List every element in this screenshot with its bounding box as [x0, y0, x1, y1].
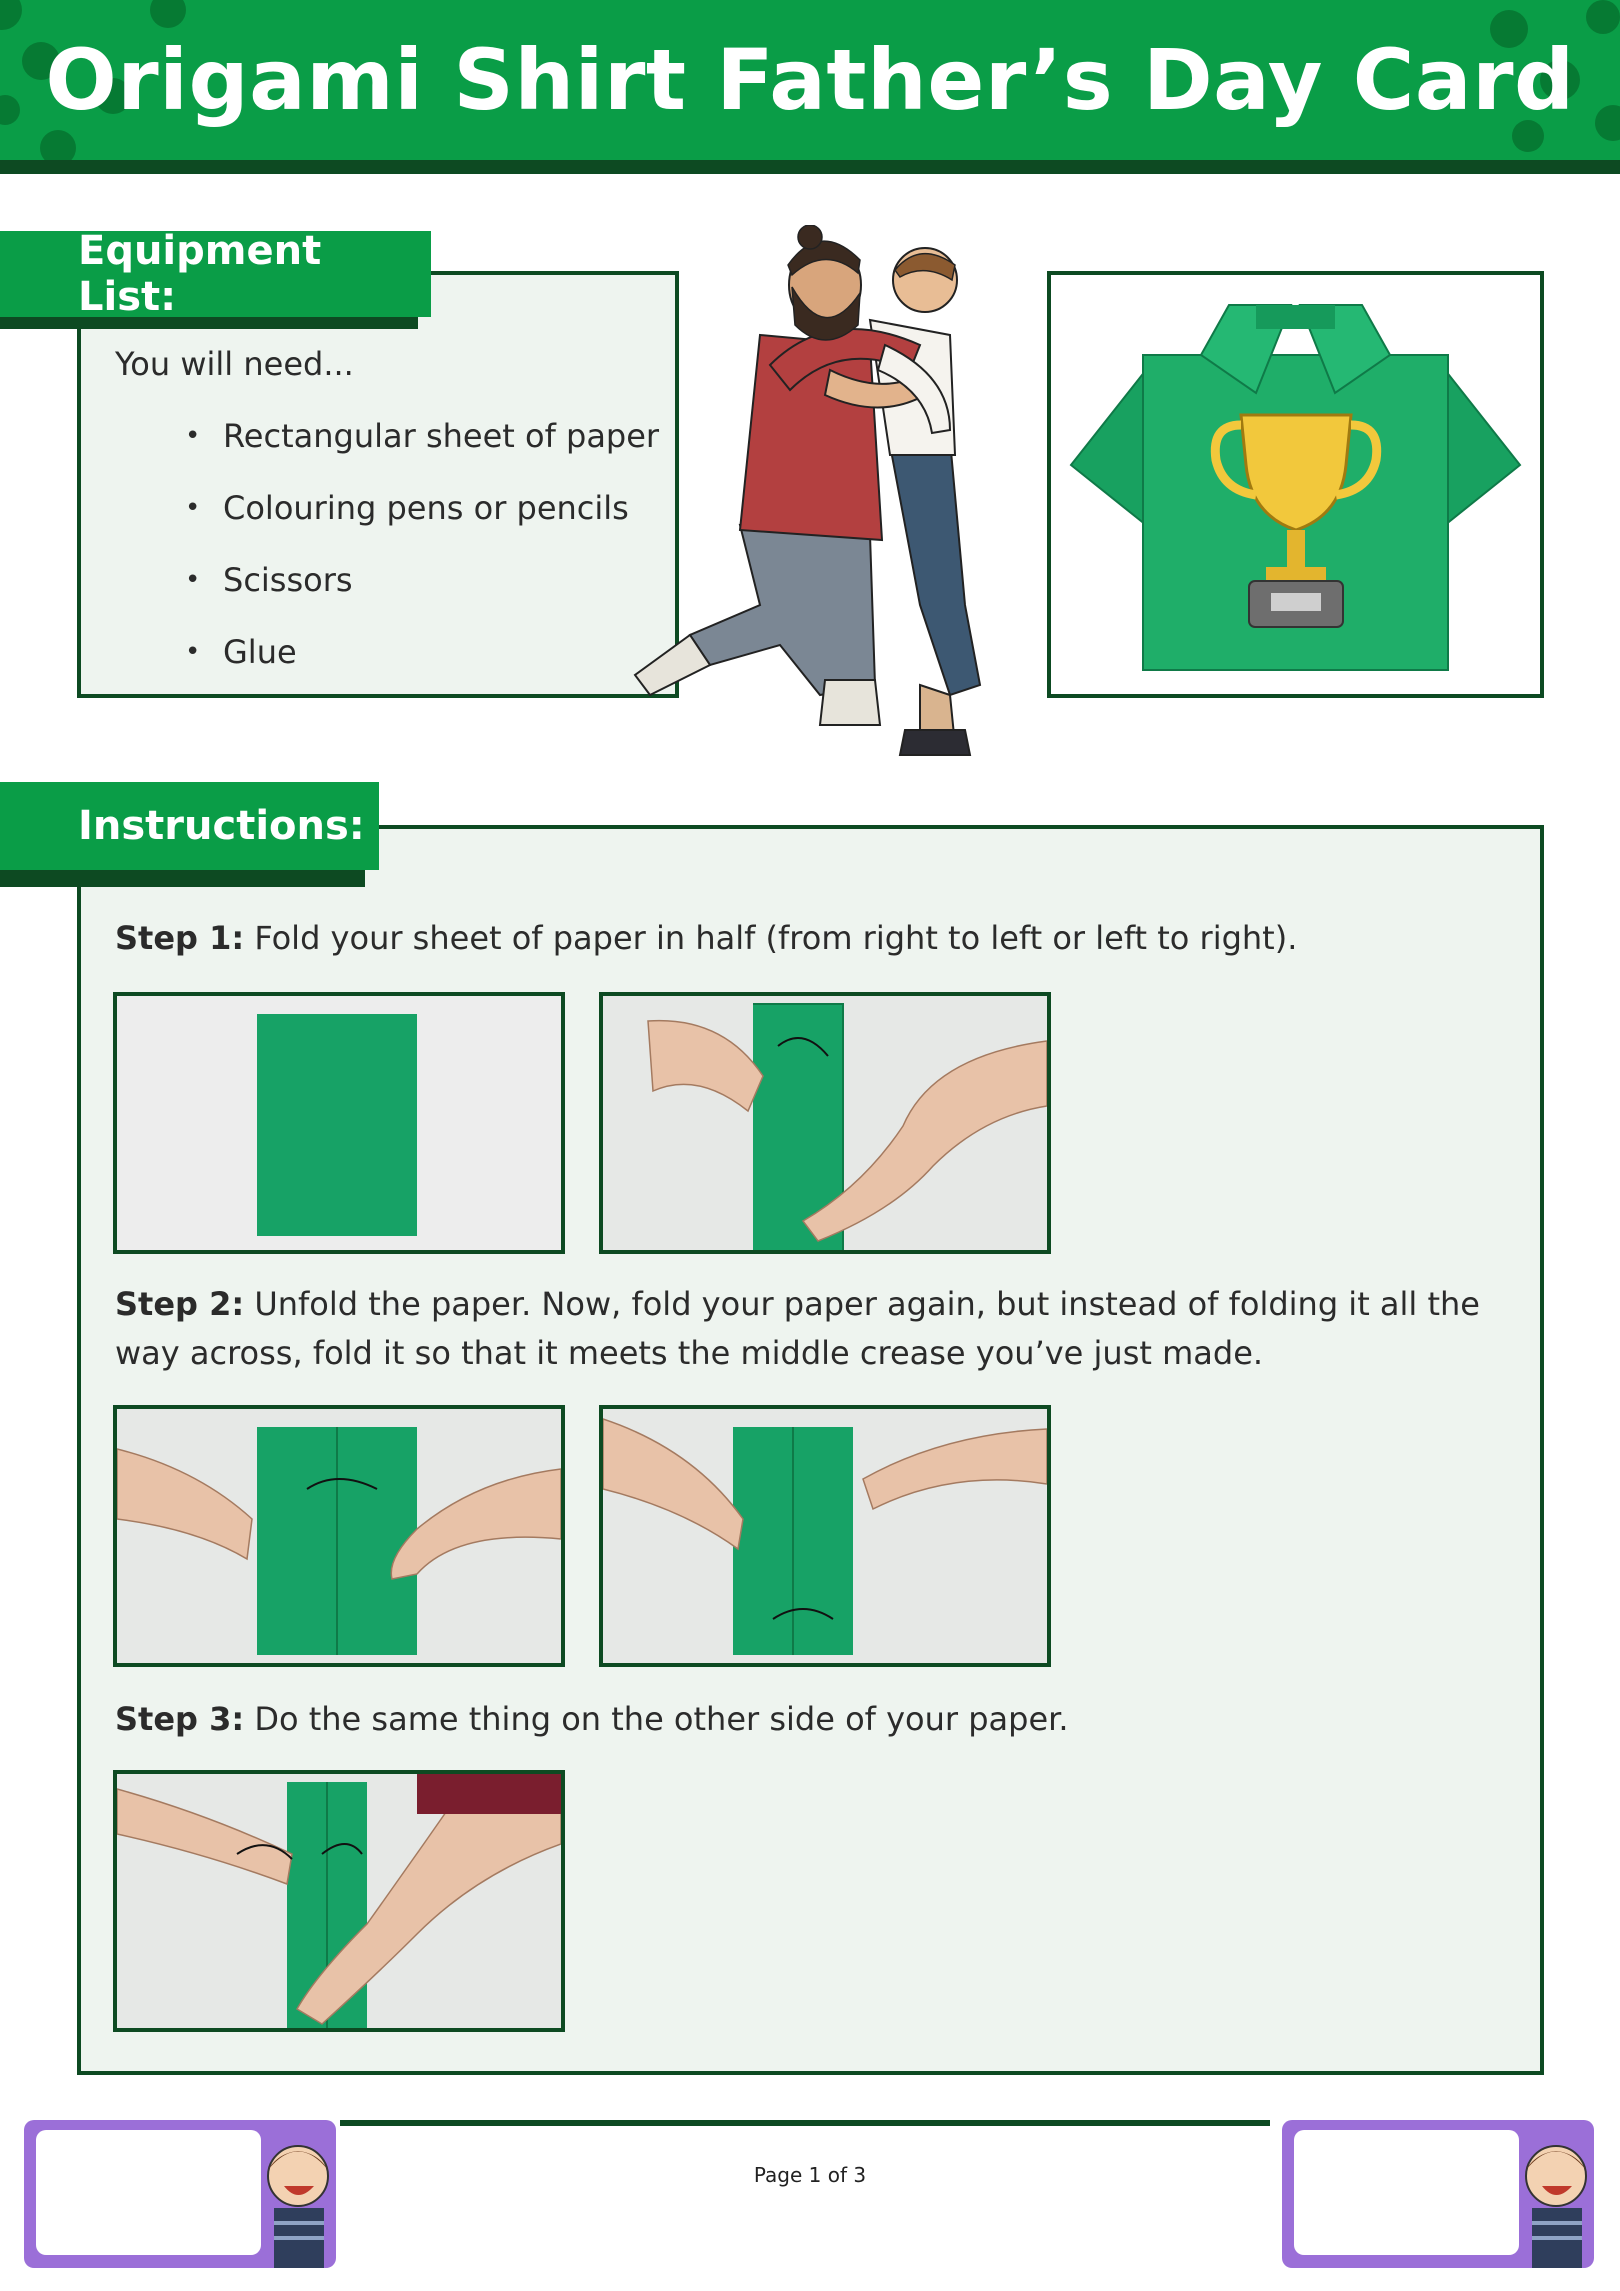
step-2-photo-b [599, 1405, 1051, 1667]
trophy-shirt-image [1051, 275, 1540, 694]
page-title: Origami Shirt Father’s Day Card [45, 31, 1575, 129]
list-item: • Rectangular sheet of paper [185, 412, 659, 484]
father-son-hug-illustration [620, 225, 1040, 780]
origami-shirt-photo [1047, 271, 1544, 698]
footer-divider [340, 2120, 1270, 2126]
equipment-heading: Equipment List: [0, 231, 431, 317]
step-label: Step 3: [115, 1700, 245, 1738]
list-item: • Scissors [185, 556, 659, 628]
step-text: Do the same thing on the other side of your paper. [244, 1700, 1069, 1738]
footer-badge-left [22, 2118, 338, 2270]
step-label: Step 1: [115, 919, 245, 957]
equipment-intro: You will need... [115, 345, 354, 383]
step-label: Step 2: [115, 1285, 245, 1323]
instructions-heading: Instructions: [0, 782, 379, 870]
footer-badge-right [1280, 2118, 1596, 2270]
step-1-photo-a [113, 992, 565, 1254]
step-1-photo-b [599, 992, 1051, 1254]
step-text: Unfold the paper. Now, fold your paper again, but instead of folding it all the way across, fold it so that it meets the middle crease you’ve just made. [115, 1285, 1480, 1372]
list-item: • Colouring pens or pencils [185, 484, 659, 556]
step-text: Fold your sheet of paper in half (from right to left or left to right). [244, 919, 1298, 957]
page-header [0, 0, 1620, 160]
step-2-photo-a [113, 1405, 565, 1667]
step-3-photo [113, 1770, 565, 2032]
step-1 [115, 914, 1515, 963]
list-item: • Glue [185, 628, 659, 700]
page-number: Page 1 of 3 [753, 2163, 867, 2187]
step-3 [115, 1695, 1515, 1744]
step-2 [115, 1280, 1515, 1378]
header-divider [0, 160, 1620, 174]
equipment-list [185, 412, 659, 700]
